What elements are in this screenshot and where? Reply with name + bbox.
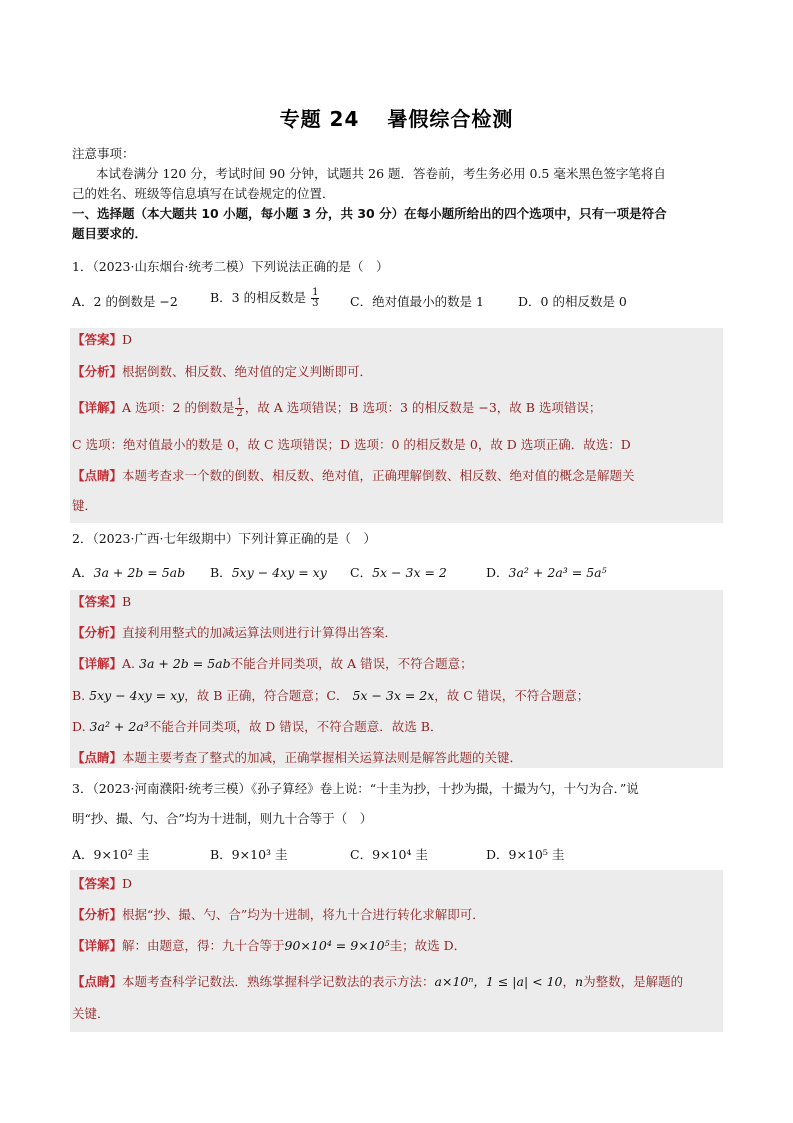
section-heading-2: 题目要求的．	[72, 226, 148, 241]
detail-3: 【详解】解：由题意，得：九十合等于90×10⁴ = 9×10⁵圭；故选 D．	[72, 938, 467, 953]
solution-block-2	[70, 590, 723, 768]
question-3-options	[72, 845, 724, 865]
option-c: C．绝对值最小的数是 1	[350, 294, 484, 309]
option-a: A．2 的倒数是 −2	[72, 294, 178, 309]
comment-2: 【点睛】本题主要考查了整式的加减，正确掌握相关运算法则是解答此题的关键．	[72, 750, 523, 765]
comment-1-line-1: 【点睛】本题考查求一个数的倒数、相反数、绝对值，正确理解倒数、相反数、绝对值的概念是解题关	[72, 468, 635, 483]
option-d: D．9×10⁵ 圭	[486, 847, 565, 862]
option-c: C．9×10⁴ 圭	[350, 847, 428, 862]
option-d: D．0 的相反数是 0	[518, 294, 627, 309]
comment-1-line-2: 键．	[72, 498, 98, 513]
detail-1-line-1: 【详解】A 选项：2 的倒数是 $\frac{1}{2}$ ，故 A 选项错误；B 选项：3 的相反数是 −3，故 B 选项错误；	[72, 397, 602, 419]
option-b: B．3 的相反数是 $\frac{1}{3}$	[210, 287, 319, 309]
detail-2-line-2: B. 5xy − 4xy = xy，故 B 正确，符合题意；C． 5x − 3x = 2x，故 C 错误，不符合题意；	[72, 688, 590, 703]
analysis-1: 【分析】根据倒数、相反数、绝对值的定义判断即可．	[72, 364, 373, 379]
question-3-stem-1: 3．（2023·河南濮阳·统考三模）《孙子算经》卷上说：“十圭为抄，十抄为撮，十撮为勺，十勺为合．”说	[72, 781, 639, 796]
option-d: D．3a² + 2a³ = 5a⁵	[486, 565, 607, 580]
fraction: $\frac{1}{3}$	[312, 287, 319, 309]
question-1-options	[72, 287, 724, 312]
option-b: B．5xy − 4xy = xy	[210, 565, 327, 580]
detail-1-line-2: C 选项：绝对值最小的数是 0，故 C 选项错误；D 选项：0 的相反数是 0，故 D 选项正确．故选：D	[72, 437, 631, 452]
notice-heading: 注意事项：	[72, 146, 135, 161]
answer-2: 【答案】B	[72, 594, 132, 609]
notice-line-1: 本试卷满分 120 分，考试时间 90 分钟，试题共 26 题．答卷前，考生务必用 0.5 毫米黑色签字笔将自	[96, 166, 666, 181]
section-heading-1: 一、选择题（本大题共 10 小题，每小题 3 分，共 30 分）在每小题所给出的四个选项中，只有一项是符合	[72, 206, 667, 221]
option-b: B．9×10³ 圭	[210, 847, 288, 862]
answer-3: 【答案】D	[72, 876, 133, 891]
question-2-options	[72, 563, 724, 583]
solution-block-1	[70, 328, 723, 523]
question-2-stem: 2．（2023·广西·七年级期中）下列计算正确的是（ ）	[72, 531, 376, 546]
option-c: C．5x − 3x = 2	[350, 565, 447, 580]
option-a: A．9×10² 圭	[72, 847, 150, 862]
analysis-2: 【分析】直接利用整式的加减运算法则进行计算得出答案．	[72, 625, 398, 640]
detail-2-line-3: D. 3a² + 2a³不能合并同类项，故 D 错误，不符合题意．故选 B．	[72, 719, 443, 734]
notice-line-2: 己的姓名、班级等信息填写在试卷规定的位置．	[72, 186, 335, 201]
detail-2-line-1: 【详解】A. 3a + 2b = 5ab不能合并同类项，故 A 错误，不符合题意；	[72, 656, 473, 671]
comment-3-line-2: 关键．	[72, 1006, 110, 1021]
page-title: 专题 24 暑假综合检测	[279, 107, 514, 131]
comment-3-line-1: 【点睛】本题考查科学记数法．熟练掌握科学记数法的表示方法：a×10ⁿ，1 ≤ |a| < 10，n为整数，是解题的	[72, 974, 684, 989]
analysis-3: 【分析】根据“抄、撮、勺、合”均为十进制，将九十合进行转化求解即可．	[72, 907, 485, 922]
question-3-stem-2: 明“抄、撮、勺、合”均为十进制，则九十合等于（ ）	[72, 811, 373, 826]
option-a: A．3a + 2b = 5ab	[72, 565, 186, 580]
answer-1: 【答案】D	[72, 332, 133, 347]
question-1-stem: 1．（2023·山东烟台·统考二模）下列说法正确的是（ ）	[72, 259, 389, 274]
